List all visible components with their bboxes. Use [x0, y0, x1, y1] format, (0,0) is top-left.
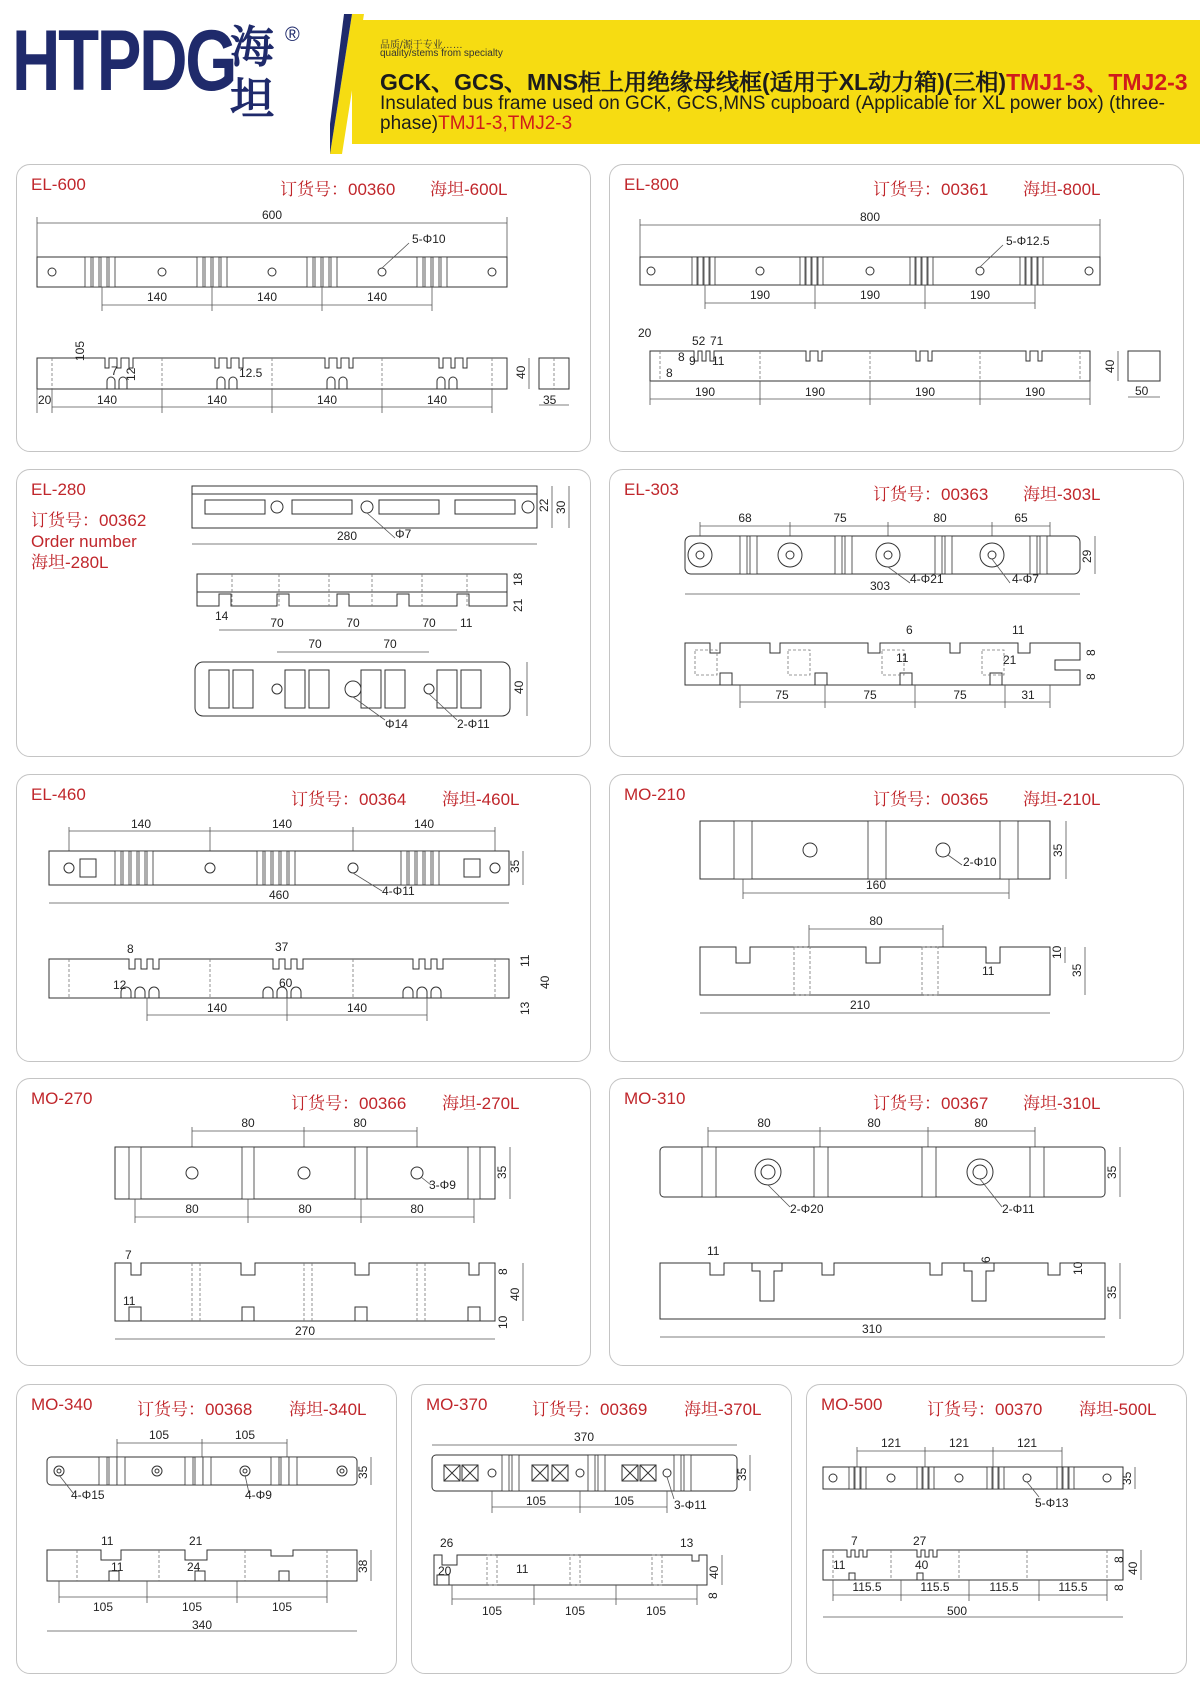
dim: 190: [1024, 385, 1046, 399]
dim: 140: [206, 393, 228, 407]
dim: 70: [270, 616, 284, 630]
dim: 105: [645, 1604, 667, 1618]
dim: 40: [514, 365, 528, 379]
dim: 80: [757, 1116, 771, 1130]
drawing-el-800: [610, 165, 1185, 453]
panel-mo-270: [16, 1078, 591, 1366]
dim: 140: [271, 817, 293, 831]
drawing-el-303: [610, 470, 1185, 758]
dim: 105: [92, 1600, 114, 1614]
dim: 10: [1050, 945, 1064, 959]
dim: 40: [1103, 359, 1117, 373]
dim: 8: [1084, 673, 1098, 680]
panel-mo-210: [609, 774, 1184, 1062]
dim: 4-Φ15: [71, 1488, 105, 1502]
dim: Φ14: [385, 717, 408, 731]
order-number: 订货号：00362: [31, 511, 147, 530]
dim: 140: [366, 290, 388, 304]
dim: 11: [460, 616, 473, 630]
order-number: 订货号：00369: [532, 1400, 648, 1419]
dim: 121: [948, 1436, 970, 1450]
dim: 11: [1012, 623, 1025, 637]
dim: 21: [189, 1534, 203, 1548]
dim: 8: [706, 1592, 720, 1599]
dim: 190: [969, 288, 991, 302]
dim: 2-Φ10: [963, 855, 997, 869]
dim: 80: [353, 1116, 367, 1130]
model-label: EL-460: [31, 785, 86, 804]
tagline-cn: 品质/源于专业……: [380, 40, 463, 51]
dim: 40: [512, 680, 526, 694]
dim: 12: [124, 367, 138, 381]
dim: 9: [689, 354, 696, 368]
dim: 11: [516, 1562, 529, 1576]
dim: 11: [111, 1560, 124, 1574]
dim: 10: [1071, 1261, 1085, 1275]
dim: 500: [946, 1604, 968, 1618]
order-number: 订货号：00366: [291, 1094, 407, 1113]
dim: 13: [680, 1536, 694, 1550]
dim: 105: [73, 340, 87, 361]
dim: 80: [974, 1116, 988, 1130]
dim: 11: [982, 964, 995, 978]
dim: 115.5: [852, 1580, 882, 1594]
model-label: EL-280: [31, 480, 86, 499]
order-number: 订货号：00361: [873, 180, 989, 199]
dim: 190: [859, 288, 881, 302]
dim: 68: [738, 511, 752, 525]
dim: 2-Φ11: [1002, 1202, 1035, 1216]
drawing-mo-370: [412, 1385, 793, 1675]
dim: 800: [859, 210, 881, 224]
dim: 11: [707, 1244, 720, 1258]
dim: 140: [413, 817, 435, 831]
model-label: MO-500: [821, 1395, 883, 1414]
product-name: 海坦-303L: [1023, 485, 1101, 504]
title-cn-main: GCK、GCS、MNS柜上用绝缘母线框(适用于XL动力箱)(三相): [380, 69, 1007, 95]
dim: 2-Φ20: [790, 1202, 824, 1216]
dim: 70: [383, 637, 397, 651]
product-name: 海坦-800L: [1023, 180, 1101, 199]
dim: 7: [851, 1534, 858, 1548]
dim: 14: [215, 609, 229, 623]
dim: 8: [496, 1268, 510, 1275]
dim: 35: [1105, 1165, 1119, 1179]
panel-el-280: [16, 469, 591, 757]
dim: 303: [869, 579, 891, 593]
dim: 35: [1105, 1285, 1119, 1299]
dim: 35: [1070, 963, 1084, 977]
dim: 140: [96, 393, 118, 407]
model-label: MO-210: [624, 785, 686, 804]
dim: 80: [298, 1202, 312, 1216]
dim: 140: [130, 817, 152, 831]
dim: 105: [234, 1428, 256, 1442]
dim: 4-Φ7: [1012, 572, 1039, 586]
dim: 12.5: [239, 366, 263, 380]
panel-mo-370: [411, 1384, 792, 1674]
dim: 270: [294, 1324, 316, 1338]
dim: 160: [865, 878, 887, 892]
model-label: MO-310: [624, 1089, 686, 1108]
dim: 40: [707, 1565, 721, 1579]
dim: 140: [316, 393, 338, 407]
dim: 75: [863, 688, 877, 702]
dim: 80: [241, 1116, 255, 1130]
dim: 29: [1080, 549, 1094, 563]
dim: 70: [308, 637, 322, 651]
dim: 35: [495, 1165, 509, 1179]
dim: 11: [712, 354, 725, 368]
dim: 13: [518, 1001, 532, 1015]
product-name: 海坦-340L: [289, 1400, 367, 1419]
dim: 600: [261, 208, 283, 222]
dim: 80: [933, 511, 947, 525]
dim: 35: [1120, 1471, 1134, 1485]
order-number: 订货号：00368: [137, 1400, 253, 1419]
drawing-mo-210: [610, 775, 1185, 1063]
drawing-el-600: [17, 165, 592, 453]
dim: 50: [1135, 384, 1149, 398]
dim: 460: [268, 888, 290, 902]
dim: 7: [125, 1248, 132, 1262]
panel-el-460: [16, 774, 591, 1062]
product-name: 海坦-210L: [1023, 790, 1101, 809]
dim: 35: [356, 1465, 370, 1479]
dim: 8: [666, 366, 673, 380]
product-name: 海坦-500L: [1079, 1400, 1157, 1419]
panel-el-303: [609, 469, 1184, 757]
dim: 2-Φ11: [457, 717, 490, 731]
dim: 18: [511, 572, 525, 586]
dim: 10: [496, 1315, 510, 1329]
dim: 115.5: [989, 1580, 1019, 1594]
dim: 115.5: [1058, 1580, 1088, 1594]
product-name: 海坦-280L: [31, 553, 109, 572]
dim: 26: [440, 1536, 454, 1550]
dim: 31: [1021, 688, 1035, 702]
dim: 121: [880, 1436, 902, 1450]
product-name: 海坦-310L: [1023, 1094, 1101, 1113]
dim: 105: [525, 1494, 547, 1508]
dim: 105: [564, 1604, 586, 1618]
dim: 5-Φ12.5: [1006, 234, 1050, 248]
dim: 70: [422, 616, 436, 630]
dim: 4-Φ11: [382, 884, 415, 898]
title-cn-models: TMJ1-3、TMJ2-3: [1006, 69, 1188, 95]
dim: 65: [1014, 511, 1028, 525]
dim: 27: [913, 1534, 927, 1548]
title-en-main: Insulated bus frame used on GCK, GCS,MNS cupboard (Applicable for XL power box) (three-phase): [380, 93, 1166, 134]
model-label: MO-370: [426, 1395, 488, 1414]
dim: 3-Φ9: [429, 1178, 456, 1192]
panel-el-600: [16, 164, 591, 452]
dim: 105: [148, 1428, 170, 1442]
panel-mo-340: [16, 1384, 397, 1674]
dim: 22: [537, 498, 551, 512]
dim: 38: [356, 1559, 370, 1573]
drawing-mo-310: [610, 1079, 1185, 1367]
order-number: 订货号：00364: [291, 790, 407, 809]
dim: 24: [187, 1560, 201, 1574]
drawing-mo-500: [807, 1385, 1188, 1675]
dim: 60: [279, 976, 293, 990]
dim: 140: [206, 1001, 228, 1015]
model-label: MO-340: [31, 1395, 93, 1414]
product-name: 海坦-270L: [442, 1094, 520, 1113]
brand-logo: HTPDG: [12, 13, 236, 109]
dim: 52: [692, 334, 706, 348]
dim: 40: [538, 975, 552, 989]
page-title-en: [380, 94, 1180, 134]
dim: 80: [869, 914, 883, 928]
model-label: EL-800: [624, 175, 679, 194]
dim: 140: [346, 1001, 368, 1015]
model-label: EL-303: [624, 480, 679, 499]
dim: 11: [518, 954, 532, 967]
dim: 8: [127, 942, 134, 956]
dim: 5-Φ10: [412, 232, 446, 246]
model-label: EL-600: [31, 175, 86, 194]
model-label: MO-270: [31, 1089, 93, 1108]
dim: 11: [833, 1558, 846, 1572]
dim: 75: [953, 688, 967, 702]
dim: 4-Φ21: [910, 572, 944, 586]
dim: 7: [111, 364, 118, 378]
panel-el-800: [609, 164, 1184, 452]
drawing-el-280: [17, 470, 592, 758]
dim: 105: [481, 1604, 503, 1618]
dim: 8: [1112, 1556, 1126, 1563]
order-number-en: Order number: [31, 532, 137, 551]
dim: 71: [710, 334, 724, 348]
order-number: 订货号：00367: [873, 1094, 989, 1113]
panel-mo-500: [806, 1384, 1187, 1674]
title-en-models: TMJ1-3,TMJ2-3: [438, 113, 573, 134]
drawing-el-460: [17, 775, 592, 1063]
dim: 80: [410, 1202, 424, 1216]
brand-logo-cn: 海坦: [230, 23, 274, 124]
dim: 190: [914, 385, 936, 399]
dim: 75: [775, 688, 789, 702]
dim: 140: [426, 393, 448, 407]
order-number: 订货号：00363: [873, 485, 989, 504]
dim: 35: [543, 393, 557, 407]
order-number: 订货号：00370: [927, 1400, 1043, 1419]
order-number: 订货号：00365: [873, 790, 989, 809]
dim: Φ7: [395, 527, 412, 541]
header-slash: [330, 14, 364, 154]
dim: 21: [1003, 653, 1017, 667]
dim: 30: [554, 500, 568, 514]
dim: 35: [1051, 843, 1065, 857]
dim: 8: [678, 350, 685, 364]
dim: 37: [275, 940, 289, 954]
registered-mark: ®: [285, 24, 300, 46]
dim: 21: [511, 598, 525, 612]
dim: 12: [113, 978, 127, 992]
product-name: 海坦-460L: [442, 790, 520, 809]
dim: 190: [749, 288, 771, 302]
dim: 40: [915, 1558, 929, 1572]
dim: 340: [191, 1618, 213, 1632]
product-name: 海坦-370L: [684, 1400, 762, 1419]
dim: 121: [1016, 1436, 1038, 1450]
dim: 80: [185, 1202, 199, 1216]
dim: 8: [1112, 1584, 1126, 1591]
dim: 40: [1126, 1561, 1140, 1575]
dim: 80: [867, 1116, 881, 1130]
dim: 20: [438, 1564, 452, 1578]
dim: 5-Φ13: [1035, 1496, 1069, 1510]
panel-mo-310: [609, 1078, 1184, 1366]
dim: 105: [613, 1494, 635, 1508]
drawing-mo-270: [17, 1079, 592, 1367]
dim: 11: [123, 1294, 136, 1308]
dim: 40: [508, 1287, 522, 1301]
dim: 11: [101, 1534, 114, 1548]
dim: 190: [694, 385, 716, 399]
dim: 105: [181, 1600, 203, 1614]
product-name: 海坦-600L: [430, 180, 508, 199]
dim: 105: [271, 1600, 293, 1614]
order-number: 订货号：00360: [280, 180, 396, 199]
dim: 8: [1084, 649, 1098, 656]
drawing-mo-340: [17, 1385, 398, 1675]
dim: 140: [256, 290, 278, 304]
dim: 20: [38, 393, 52, 407]
dim: 190: [804, 385, 826, 399]
dim: 11: [896, 651, 909, 665]
dim: 6: [906, 623, 913, 637]
dim: 310: [861, 1322, 883, 1336]
tagline-en: quality/stems from specialty: [380, 48, 503, 59]
dim: 4-Φ9: [245, 1488, 272, 1502]
dim: 20: [638, 326, 652, 340]
dim: 35: [508, 859, 522, 873]
dim: 3-Φ11: [674, 1498, 707, 1512]
dim: 370: [573, 1430, 595, 1444]
page-header: [0, 0, 1200, 148]
dim: 70: [346, 616, 360, 630]
dim: 35: [735, 1467, 749, 1481]
dim: 75: [833, 511, 847, 525]
dim: 6: [979, 1256, 993, 1263]
dim: 140: [146, 290, 168, 304]
dim: 115.5: [920, 1580, 950, 1594]
dim: 210: [849, 998, 871, 1012]
dim: 280: [336, 529, 358, 543]
